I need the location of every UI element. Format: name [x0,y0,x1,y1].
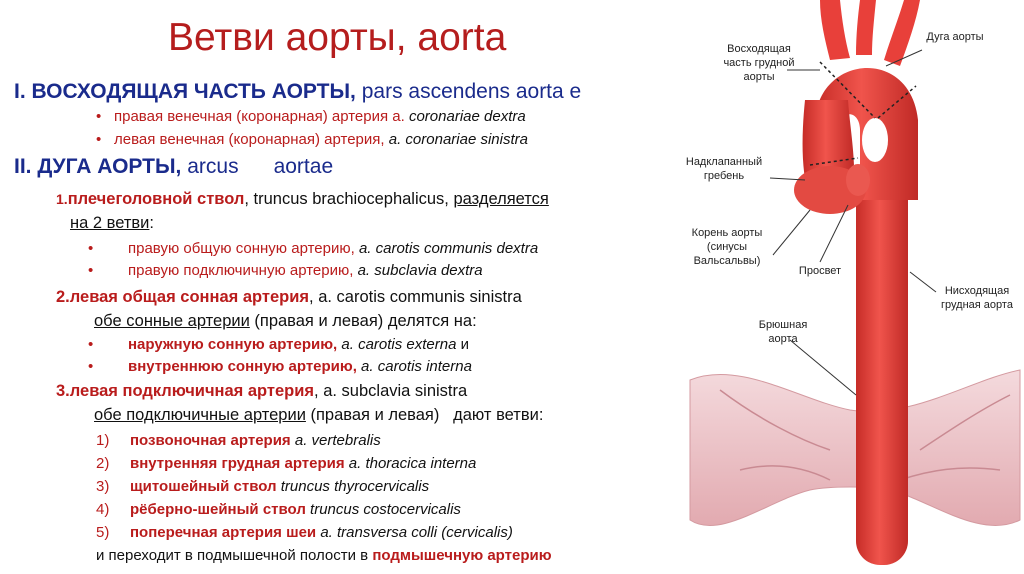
branch1-tail: разделяется [453,190,549,208]
item-ru: правую подключичную артерию, [128,262,354,279]
branch1-latin: , truncus brachiocephalicus, [244,190,449,208]
label-root: Корень аорты (синусы Вальсальвы) [691,227,763,267]
section2-heading: II. ДУГА АОРТЫ, [14,155,182,178]
item-latin: a. carotis communis dextra [358,240,539,257]
item-latin: a. carotis interna [361,358,472,375]
section1-heading-line [14,80,581,104]
branch1-colon: : [149,214,154,232]
branch3-item [96,455,476,472]
pointer-line [790,340,856,395]
branch3-item [96,432,381,449]
bullet-marker: • [96,131,102,148]
item-tail: и [456,336,469,353]
branch2-item [88,336,469,353]
branch3-name: левая подключичная артерия [69,382,315,400]
item-ru: поперечная артерия шеи [130,524,317,541]
item-ru: внутреннюю сонную артерию, [128,358,357,375]
item-ru: правая венечная (коронарная) артерия а. [114,108,405,125]
branch3-subline [94,406,543,425]
branch3-item [96,524,513,541]
slide-title: Ветви аорты, aorta [168,16,507,59]
diaphragm [690,370,1020,526]
item-latin: a. carotis externa [341,336,457,353]
final-text: и переходит в подмышечной полости в [96,547,369,564]
branch1-line2 [70,214,154,233]
bullet-marker: • [88,240,94,257]
branch2-line [56,288,522,307]
branch3-final-line [96,547,552,564]
pointer-line [773,210,810,255]
branch3-sub-underlined: обе подключичные артерии [94,406,306,424]
label-descending: Нисходящая грудная аорта [941,285,1013,311]
branch1-line2-text: на 2 ветви [70,214,150,232]
branch3-item [96,478,429,495]
item-latin: a. vertebralis [294,432,381,449]
item-ru: внутренняя грудная артерия [130,455,345,472]
item-latin: coronariae dextra [408,108,526,125]
item-ru: рёберно-шейный ствол [130,501,306,518]
branch3-item [96,501,461,518]
section2-heading-line [14,155,333,179]
aorta-illustration [680,0,1024,574]
label-arch: Дуга аорты [926,31,984,43]
bullet-marker: • [88,358,94,375]
branch2-subline [94,312,477,331]
item-latin: truncus costocervicalis [310,501,461,518]
item-number: 4) [96,501,110,518]
arch-lumen-gap [862,118,888,162]
section1-latin: pars ascendens aorta е [361,80,582,103]
final-red: подмышечную артерию [372,547,552,564]
label-ascending: Восходящая часть грудной аорты [723,43,795,83]
brachiocephalic-trunk [820,0,850,60]
bullet-marker: • [88,262,94,279]
branch2-latin: , a. carotis communis sinistra [309,288,522,306]
item-number: 2) [96,455,110,472]
branch2-sub-rest: (правая и левая) делятся на: [249,312,477,330]
branch1-line [56,190,549,209]
sinus [846,164,870,196]
item-latin: a. subclavia dextra [357,262,483,279]
branch-number: 1. [56,191,68,207]
item-number: 1) [96,432,110,449]
item-latin: a. coronariae sinistra [388,131,528,148]
branch1-item [88,240,538,257]
branch2-sub-underlined: обе сонные артерии [94,312,250,330]
item-latin: a. thoracica interna [348,455,477,472]
branch3-line [56,382,467,401]
label-abdominal: Брюшная аорта [758,319,808,345]
section1-item [96,131,528,148]
section1-heading: I. ВОСХОДЯЩАЯ ЧАСТЬ АОРТЫ, [14,80,356,103]
label-lumen: Просвет [798,265,842,277]
left-common-carotid [856,0,876,55]
branch2-name: левая общая сонная артерия [69,288,310,306]
section2-latin: arcus aortae [187,155,334,178]
item-latin: truncus thyrocervicalis [280,478,430,495]
branch-number: 2. [56,288,70,306]
item-ru: наружную сонную артерию, [128,336,338,353]
label-supravalvular: Надклапанный гребень [685,156,763,182]
branch1-item [88,262,483,279]
branch1-name: плечеголовной ствол [67,190,245,208]
section1-item [96,108,526,125]
branch3-latin: , a. subclavia sinistra [314,382,468,400]
left-subclavian [884,0,920,66]
bullet-marker: • [96,108,102,125]
item-ru: позвоночная артерия [130,432,291,449]
item-ru: щитошейный ствол [130,478,277,495]
branch3-sub-rest: (правая и левая) дают ветви: [305,406,544,424]
branch2-item [88,358,472,375]
bullet-marker: • [88,336,94,353]
item-latin: a. transversa colli (cervicalis) [320,524,513,541]
descending-aorta [856,175,908,565]
item-number: 5) [96,524,110,541]
pointer-line [910,272,936,292]
item-number: 3) [96,478,110,495]
branch-number: 3. [56,382,70,400]
item-ru: правую общую сонную артерию, [128,240,355,257]
item-ru: левая венечная (коронарная) артерия, [114,131,385,148]
